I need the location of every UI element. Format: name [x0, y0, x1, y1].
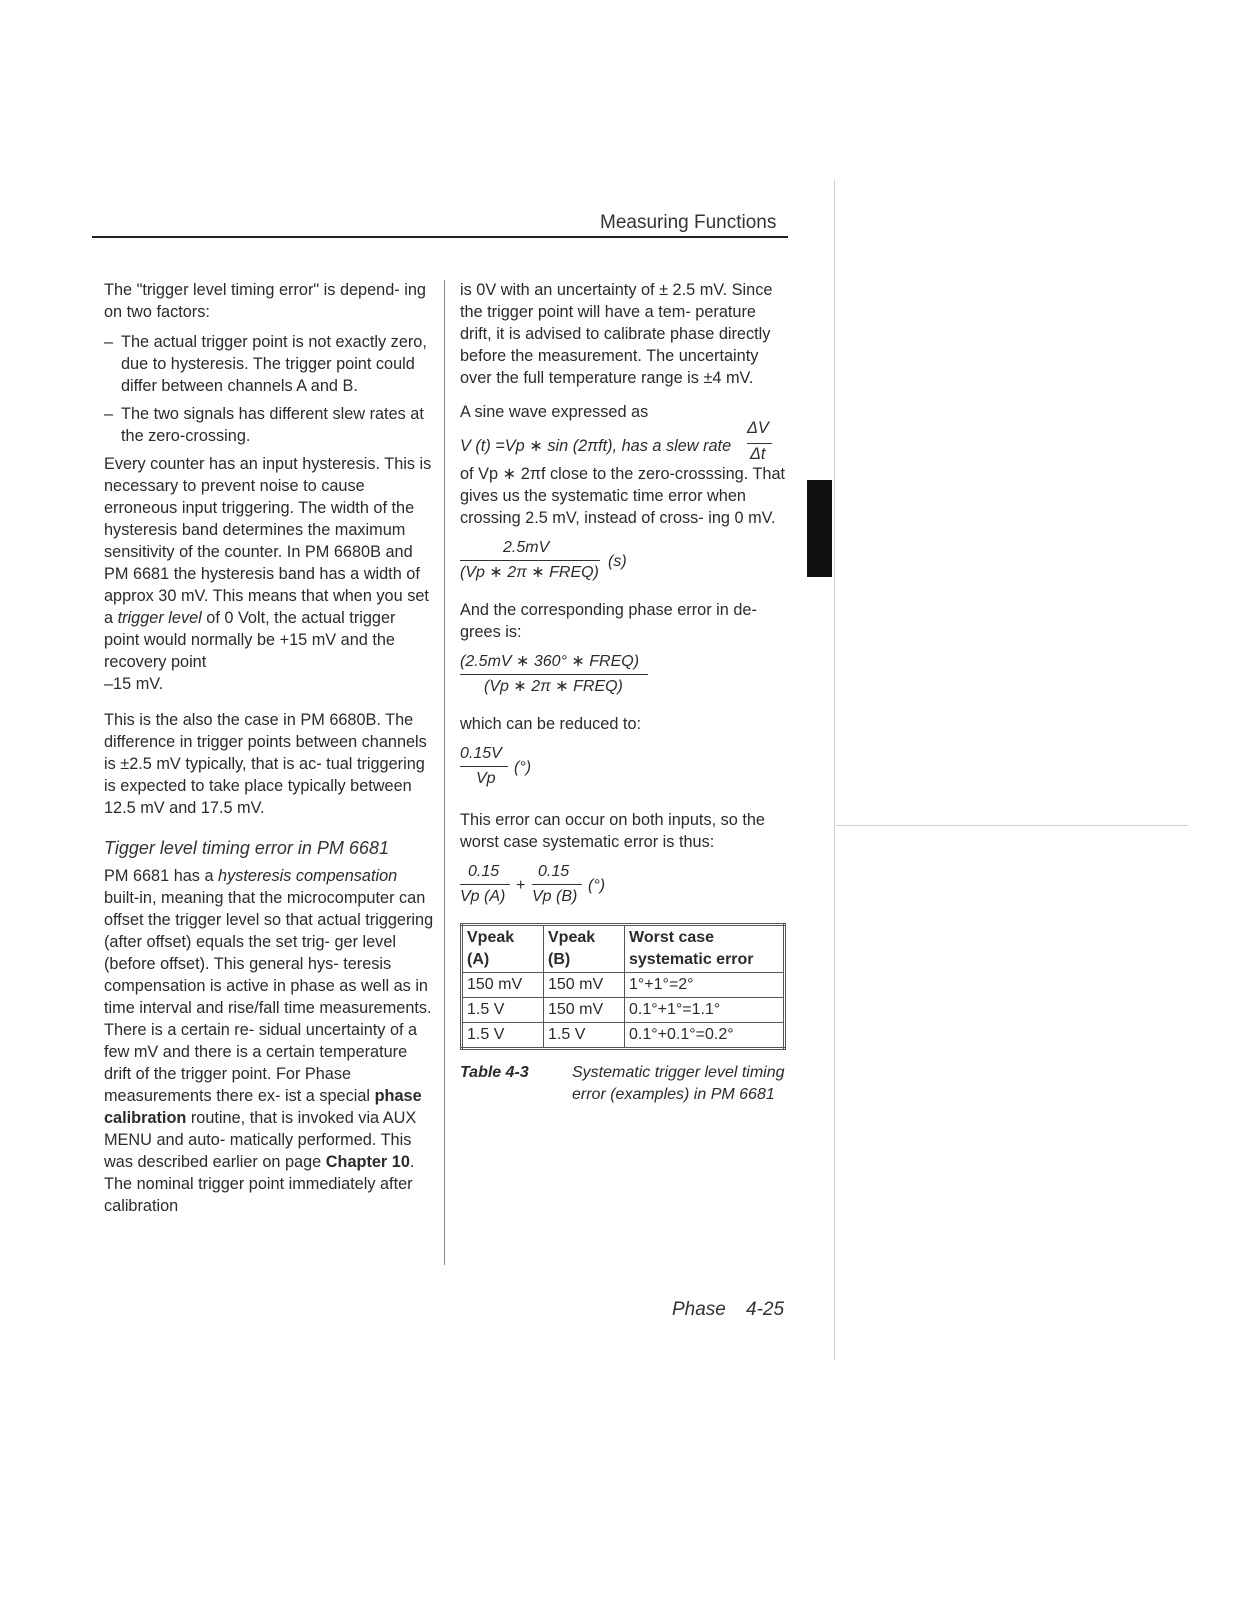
- table-row: [462, 998, 785, 1023]
- slew-rate-numerator: ΔV: [747, 419, 769, 437]
- bullet-dash: –: [104, 405, 114, 423]
- table-cell: 1°+1°=2°: [625, 973, 785, 998]
- worst-case-denominator-a: Vp (A): [460, 888, 506, 905]
- reduced-formula: [460, 743, 790, 793]
- fraction-bar: [460, 884, 510, 885]
- table-row: [462, 1023, 785, 1049]
- table-caption: [460, 1062, 790, 1106]
- worst-case-numerator-b: 0.15: [538, 863, 570, 880]
- table-caption-label: Table 4-3: [460, 1064, 529, 1081]
- fraction-bar: [460, 766, 508, 767]
- page-edge-line: [834, 180, 835, 1360]
- fraction-bar: [460, 674, 648, 675]
- systematic-error-table: [460, 923, 786, 1050]
- bullet-item: [104, 403, 434, 447]
- worst-case-denominator-b: Vp (B): [532, 888, 578, 905]
- bullet-text: The actual trigger point is not exactly zero, due to hysteresis. The trigger point could differ between channels A and B.: [121, 333, 427, 395]
- time-error-denominator: (Vp ∗ 2π ∗ FREQ): [460, 564, 599, 581]
- table-caption-text: Systematic trigger level timing error (examples) in PM 6681: [572, 1064, 785, 1103]
- time-error-formula: [460, 537, 790, 587]
- table-cell: 0.1°+0.1°=0.2°: [625, 1023, 785, 1049]
- slew-paragraph: of Vp ∗ 2πf close to the zero-crosssing. That gives us the systematic time error when crossing 2.5 mV, instead of cross- ing 0 mV.: [460, 465, 786, 527]
- worst-case-formula: [460, 861, 790, 911]
- footer-section-name: Phase: [672, 1299, 726, 1320]
- sine-intro: A sine wave expressed as: [460, 403, 649, 421]
- phase-error-numerator: (2.5mV ∗ 360° ∗ FREQ): [460, 653, 640, 670]
- phase-error-intro: And the corresponding phase error in de- grees is:: [460, 601, 757, 641]
- unit-degrees: (°): [588, 877, 606, 894]
- footer-page-number: 4-25: [746, 1299, 785, 1320]
- table-cell: 1.5 V: [462, 998, 544, 1023]
- margin-line: [836, 825, 1188, 826]
- table-header-cell: Vpeak (B): [544, 925, 625, 973]
- table-cell: 1.5 V: [462, 1023, 544, 1049]
- reduced-denominator: Vp: [476, 770, 496, 787]
- header-rule: [92, 236, 788, 238]
- unit-seconds: (s): [608, 553, 627, 570]
- hysteresis-compensation-term: hysteresis compensation: [218, 867, 398, 885]
- table-header-cell: Vpeak (A): [462, 925, 544, 973]
- page-header-title: Measuring Functions: [600, 212, 777, 233]
- table-cell: 0.1°+1°=1.1°: [625, 998, 785, 1023]
- plus-sign: +: [516, 877, 526, 894]
- uncertainty-paragraph: is 0V with an uncertainty of ± 2.5 mV. Since the trigger point will have a tem- perature drift, it is advised to calibrate phase directly before the measurement. The uncertainty over the full temperature range is ±4 mV.: [460, 281, 773, 387]
- pm6680b-paragraph: This is the also the case in PM 6680B. The difference in trigger points between channels is ±2.5 mV typically, that is ac- tual triggering is expected to take place typically between 12.5 mV and 17.5 mV.: [104, 711, 427, 817]
- fraction-bar: [460, 560, 600, 561]
- bullet-text: The two signals has different slew rates at the zero-crossing.: [121, 405, 424, 445]
- left-column: [104, 279, 434, 1225]
- table-cell: 1.5 V: [544, 1023, 625, 1049]
- phase-error-denominator: (Vp ∗ 2π ∗ FREQ): [484, 678, 623, 695]
- slew-rate-denominator: Δt: [750, 445, 766, 463]
- sine-wave-formula: [460, 419, 790, 463]
- reduced-intro: which can be reduced to:: [460, 715, 642, 733]
- phase-calibration-term: phase calibration: [104, 1087, 422, 1127]
- table-cell: 150 mV: [544, 998, 625, 1023]
- unit-degrees: (°): [514, 759, 532, 776]
- table-cell: 150 mV: [462, 973, 544, 998]
- table-cell: 150 mV: [544, 973, 625, 998]
- intro-paragraph: The "trigger level timing error" is depend- ing on two factors:: [104, 281, 426, 321]
- sine-expression: V (t) =Vp ∗ sin (2πft), has a slew rate: [460, 437, 732, 455]
- section-heading: Tigger level timing error in PM 6681: [104, 838, 389, 858]
- worst-case-intro: This error can occur on both inputs, so the worst case systematic error is thus:: [460, 811, 765, 851]
- table-header-row: [462, 925, 785, 973]
- trigger-level-term: trigger level: [117, 609, 202, 627]
- worst-case-numerator-a: 0.15: [468, 863, 500, 880]
- time-error-numerator: 2.5mV: [503, 539, 550, 556]
- reduced-numerator: 0.15V: [460, 745, 502, 762]
- hysteresis-paragraph: Every counter has an input hysteresis. This is necessary to prevent noise to cause erroneous input triggering. The width of the hysteresis band determines the maximum sensitivity of the counter. In PM 6680B and PM 6681 the hysteresis band has a width of approx 30 mV. This means that when you set a trigger level of 0 Volt, the actual trigger point would normally be +15 mV and the recovery point –15 mV.: [104, 455, 432, 693]
- table-header-cell: Worst case systematic error: [625, 925, 785, 973]
- phase-error-formula: [460, 651, 790, 701]
- right-column: [460, 279, 790, 1106]
- column-divider: [444, 280, 445, 1265]
- chapter-reference: Chapter 10: [325, 1153, 410, 1171]
- table-row: [462, 973, 785, 998]
- bullet-item: [104, 331, 434, 397]
- fraction-bar: [532, 884, 582, 885]
- chapter-thumb-tab: [807, 480, 832, 577]
- bullet-dash: –: [104, 333, 114, 351]
- compensation-paragraph: PM 6681 has a hysteresis compensation built-in, meaning that the microcomputer can offset the trigger level so that actual triggering (after offset) equals the set trig- ger level (before offset). This general hys- teresis compensation is active in phase as well as in time interval and rise/fall time measurements. There is a certain re- sidual uncertainty of a few mV and there is a certain temperature drift of the trigger point. For Phase measurements there ex- ist a special phase calibration routine, that is invoked via AUX MENU and auto- matically performed. This was described earlier on page Chapter 10. The nominal trigger point immediately after calibration: [104, 867, 434, 1215]
